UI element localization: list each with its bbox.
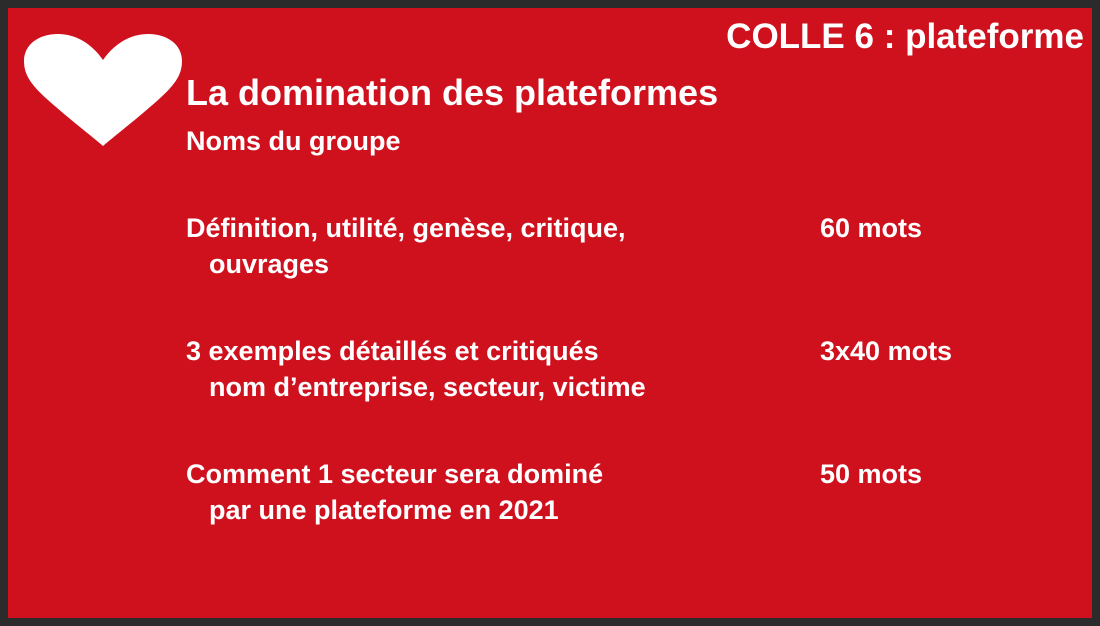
- group-names-label: Noms du groupe: [186, 126, 401, 156]
- list-item-line-2: ouvrages: [209, 249, 330, 279]
- list-item-text: [186, 210, 626, 282]
- colle-tag: COLLE 6 : plateforme: [726, 17, 1084, 56]
- list-item-examples: [186, 333, 1086, 413]
- list-item-line-1: Définition, utilité, genèse, critique,: [186, 213, 626, 243]
- heart-icon: [24, 34, 182, 146]
- heart-icon-svg: [24, 34, 182, 146]
- list-item-text: [186, 333, 646, 405]
- word-count: 60 mots: [820, 213, 923, 243]
- heart-shape: [24, 34, 182, 146]
- list-item-text: [186, 456, 603, 528]
- list-item-definition: [186, 210, 1086, 290]
- list-item-line-1: Comment 1 secteur sera dominé: [186, 459, 604, 489]
- list-item-line-2: nom d’entreprise, secteur, victime: [209, 372, 646, 402]
- list-item-line-2: par une plateforme en 2021: [209, 495, 559, 525]
- list-item-line-1: 3 exemples détaillés et critiqués: [186, 336, 599, 366]
- slide: [8, 8, 1092, 618]
- list-item-sector: [186, 456, 1086, 536]
- slide-title: La domination des plateformes: [186, 72, 719, 113]
- word-count: 3x40 mots: [820, 336, 953, 366]
- word-count: 50 mots: [820, 459, 923, 489]
